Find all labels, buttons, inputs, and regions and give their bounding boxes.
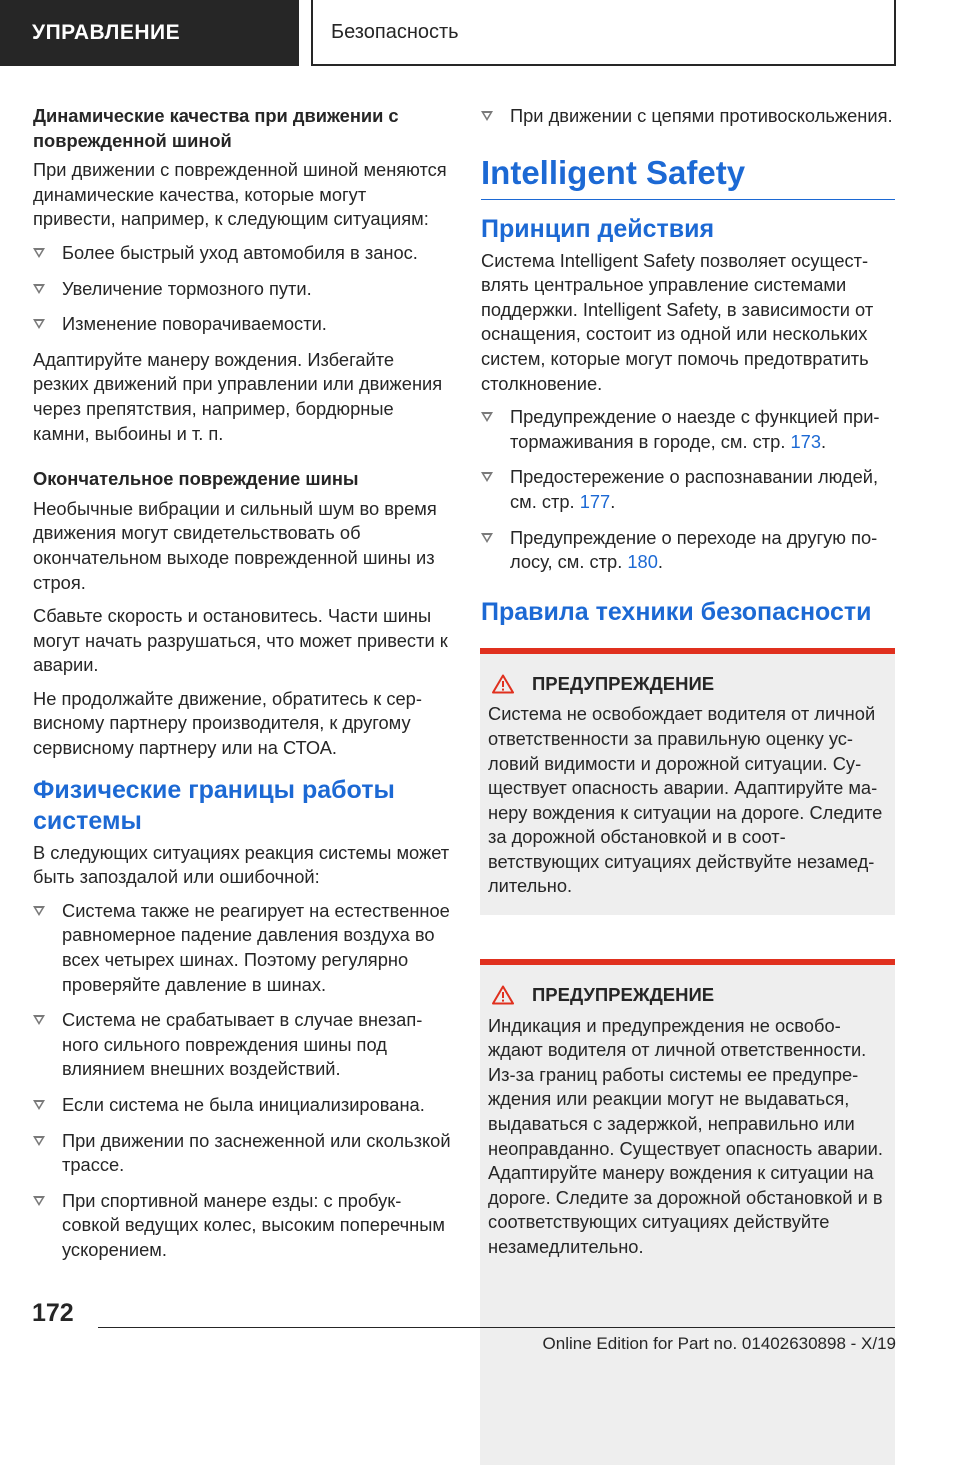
right-column bbox=[481, 104, 895, 1465]
triangle-bullet-icon bbox=[481, 472, 493, 482]
warning-triangle-icon bbox=[492, 674, 514, 694]
triangle-bullet-icon bbox=[33, 1136, 45, 1146]
warning-text: Система не освобождает водителя от личной ответственности за правильную оценку условий видимости и дорожной ситуации. Существует опасность аварии. Адаптируйте манеру вождения к ситуации на дороге. Следите за дорожной обстановкой и в соответствующих ситуациях действуйте незамедлительно. bbox=[488, 703, 883, 897]
paragraph: В следующих ситуациях реакция системы может быть запоздалой или ошибочной: bbox=[33, 841, 450, 888]
left-column bbox=[33, 104, 451, 1274]
bullet-list bbox=[481, 405, 895, 575]
bullet-list bbox=[33, 899, 451, 1263]
paragraph: Необычные вибрации и сильный шум во время движения могут свидетельствовать об окончательном выходе поврежденной шины из строя. bbox=[33, 497, 437, 593]
triangle-bullet-icon bbox=[481, 111, 493, 121]
paragraph: Сбавьте скорость и остановитесь. Части шины могут начать разрушаться, что может привести к аварии. bbox=[33, 605, 448, 676]
triangle-bullet-icon bbox=[33, 906, 45, 916]
list-item: Более быстрый уход автомобиля в занос. bbox=[33, 241, 451, 266]
section-tab bbox=[0, 0, 299, 66]
triangle-bullet-icon bbox=[33, 319, 45, 329]
warning-box bbox=[480, 648, 895, 915]
list-item: Предупреждение о переходе на другую полосу, см. стр. 180. bbox=[481, 526, 895, 575]
list-item: Предупреждение о наезде с функцией притормаживания в городе, см. стр. 173. bbox=[481, 405, 895, 454]
warning-title: ПРЕДУПРЕЖДЕНИЕ bbox=[532, 672, 715, 694]
bullet-list bbox=[33, 241, 451, 337]
page-header bbox=[0, 0, 960, 66]
triangle-bullet-icon bbox=[481, 412, 493, 422]
triangle-bullet-icon bbox=[481, 533, 493, 543]
list-item: Увеличение тормозного пути. bbox=[33, 277, 451, 302]
page-link-177[interactable]: 177 bbox=[579, 490, 611, 512]
triangle-bullet-icon bbox=[33, 1100, 45, 1110]
edition-note: Online Edition for Part no. 01402630898 - X/19 bbox=[542, 1334, 896, 1353]
warning-title: ПРЕДУПРЕЖДЕНИЕ bbox=[532, 984, 715, 1006]
list-item: Система также не реагирует на естественное равномерное падение давления воздуха во всех четырех шинах. Поэтому регулярно проверяйте давление в шинах. bbox=[33, 899, 451, 997]
section-title: УПРАВЛЕНИЕ bbox=[32, 21, 181, 44]
page-link-180[interactable]: 180 bbox=[627, 551, 658, 573]
triangle-bullet-icon bbox=[33, 284, 45, 294]
list-item: Система не срабатывает в случае внезапного сильного повреждения шины под влиянием внешних воздействий. bbox=[33, 1008, 451, 1082]
list-item: При движении по заснеженной или скользкой трассе. bbox=[33, 1129, 451, 1178]
warning-header bbox=[488, 672, 885, 697]
heading-safety-rules: Правила техники безопасности bbox=[481, 597, 872, 626]
heading-system-limits: Физические границы работы системы bbox=[33, 775, 395, 835]
page-number: 172 bbox=[32, 1299, 74, 1327]
list-item: При спортивной манере езды: с пробуксовкой ведущих колес, высоким поперечным ускорением. bbox=[33, 1189, 451, 1263]
list-item: Изменение поворачиваемости. bbox=[33, 312, 451, 337]
subheading-final-tire-damage: Окончательное повреждение шины bbox=[33, 468, 359, 490]
list-item: Если система не была инициализирована. bbox=[33, 1093, 451, 1118]
warning-triangle-icon bbox=[492, 985, 514, 1005]
subheading-damaged-tire-dynamics: Динамические качества при движении с поврежденной шиной bbox=[33, 105, 399, 151]
heading-operating-principle: Принцип действия bbox=[481, 214, 715, 243]
footer-divider bbox=[98, 1327, 895, 1328]
triangle-bullet-icon bbox=[33, 1015, 45, 1025]
triangle-bullet-icon bbox=[33, 248, 45, 258]
paragraph: Адаптируйте манеру вождения. Избегайте резких движений при управлении или движения через препятствия, например, бордюрные камни, выбоины и т. п. bbox=[33, 348, 443, 444]
page-link-173[interactable]: 173 bbox=[790, 430, 822, 452]
warning-box bbox=[480, 959, 895, 1465]
paragraph: При движении с поврежденной шиной меняются динамические качества, которые могут привести, например, к следующим ситуациям: bbox=[33, 159, 447, 230]
list-item: При движении с цепями противоскольжения. bbox=[481, 104, 895, 129]
bullet-list bbox=[481, 104, 895, 129]
warning-header bbox=[488, 983, 885, 1008]
list-item: Предостережение о распознавании людей, см. стр. 177. bbox=[481, 465, 895, 514]
triangle-bullet-icon bbox=[33, 1196, 45, 1206]
heading-intelligent-safety: Intelligent Safety bbox=[481, 153, 895, 200]
chapter-tab bbox=[311, 0, 896, 66]
warning-text: Индикация и предупреждения не освобождают водителя от личной ответственности. Из-за границ работы системы ее предупреждения или реакции могут не выдаваться, выдаваться с задержкой, неправильно или неоправданно. Существует опасность аварии. Адаптируйте манеру вождения к ситуации на дороге. Следите за дорожной обстановкой и в соответствующих ситуациях действуйте незамедлительно. bbox=[488, 1014, 883, 1257]
chapter-title: Безопасность bbox=[331, 20, 459, 43]
paragraph: Система Intelligent Safety позволяет осуществлять центральное управление системами поддержки. Intelligent Safety, в зависимости от оснащения, состоит из одной или нескольких систем, которые могут помочь предотвратить столкновение. bbox=[481, 249, 874, 394]
paragraph: Не продолжайте движение, обратитесь к сервисному партнеру производителя, к другому сервисному партнеру или на СТОА. bbox=[33, 687, 422, 759]
